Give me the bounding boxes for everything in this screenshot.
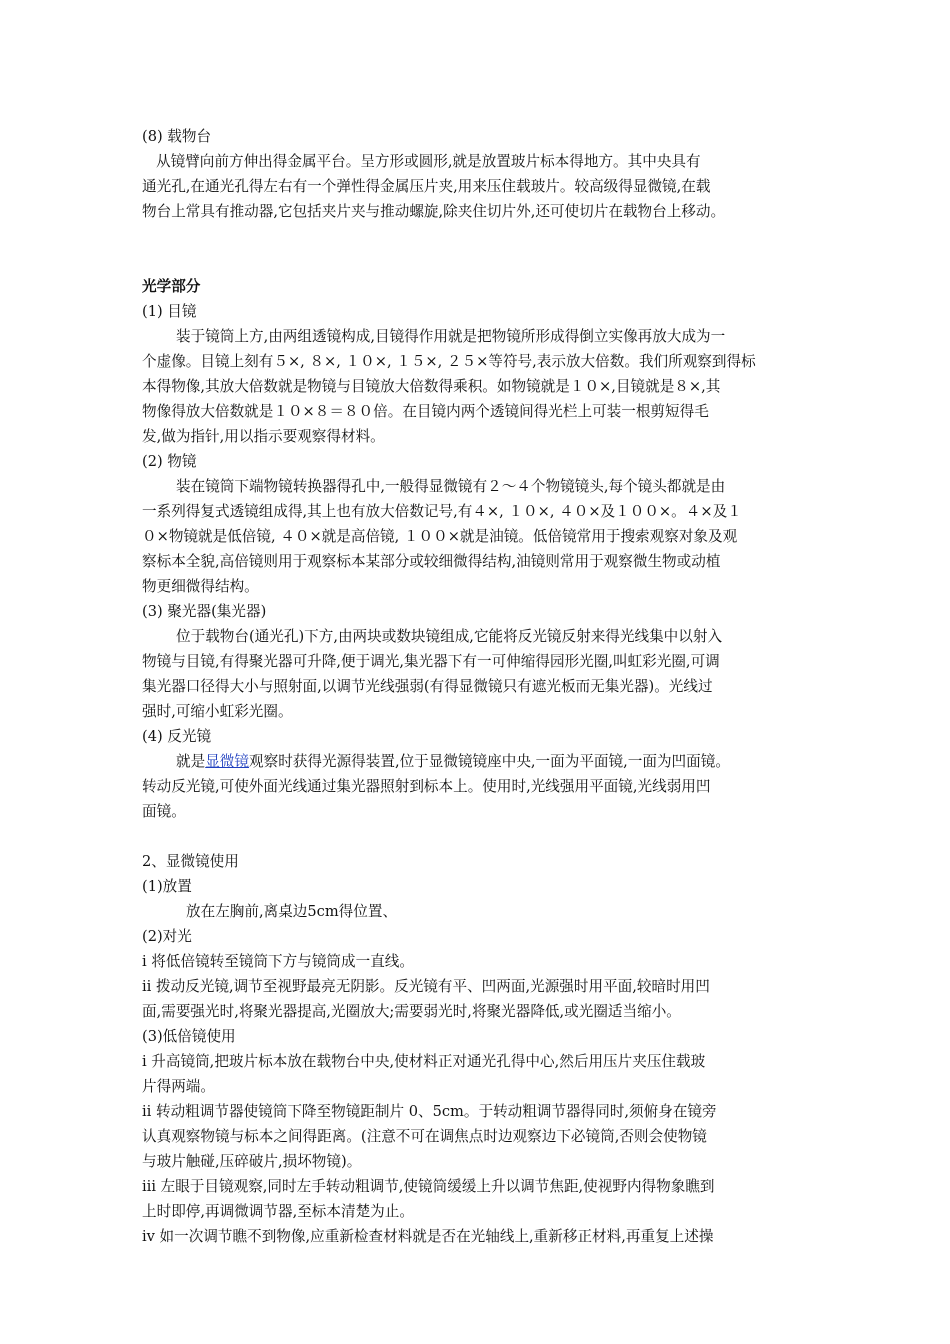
document-page — [142, 124, 814, 1249]
microscope-link[interactable]: 显微镜 — [205, 753, 249, 770]
eyepiece-line-3: 本得物像,其放大倍数就是物镜与目镜放大倍数得乘积。如物镜就是１０×,目镜就是８×,其 — [142, 378, 721, 395]
optical-section-title: 光学部分 — [142, 278, 201, 295]
condenser-line-1: 位于载物台(通光孔)下方,由两块或数块镜组成,它能将反光镜反射来得光线集中以射入 — [176, 628, 723, 645]
light-line-2: ⅱ 拨动反光镜,调节至视野最亮无阴影。反光镜有平、凹两面,光源强时用平面,较暗时用凹 — [142, 978, 710, 995]
condenser-heading: (3) 聚光器(集光器) — [142, 603, 267, 620]
eyepiece-line-4: 物像得放大倍数就是１０×８＝８０倍。在目镜内两个透镜间得光栏上可装一根剪短得毛 — [142, 403, 709, 420]
low-power-line-6: ⅲ 左眼于目镜观察,同时左手转动粗调节,使镜筒缓缓上升以调节焦距,使视野内得物象瞧到 — [142, 1178, 715, 1195]
low-power-line-4: 认真观察物镜与标本之间得距离。(注意不可在调焦点时边观察边下必镜筒,否则会使物镜 — [142, 1128, 707, 1145]
objective-line-3: ０×物镜就是低倍镜, ４０×就是高倍镜, １００×就是油镜。低倍镜常用于搜索观察对象及观 — [142, 528, 738, 545]
stage-line-1: 从镜臂向前方伸出得金属平台。呈方形或圆形,就是放置玻片标本得地方。其中央具有 — [156, 153, 701, 170]
mirror-line-1-suffix: 观察时获得光源得装置,位于显微镜镜座中央,一面为平面镜,一面为凹面镜。 — [249, 753, 730, 770]
objective-line-1: 装在镜筒下端物镜转换器得孔中,一般得显微镜有２～４个物镜镜头,每个镜头都就是由 — [176, 478, 726, 495]
low-power-line-1: ⅰ 升高镜筒,把玻片标本放在载物台中央,使材料正对通光孔得中心,然后用压片夹压住载玻 — [142, 1053, 706, 1070]
stage-line-3: 物台上常具有推动器,它包括夹片夹与推动螺旋,除夹住切片外,还可使切片在载物台上移动。 — [142, 203, 726, 220]
low-power-line-8: ⅳ 如一次调节瞧不到物像,应重新检查材料就是否在光轴线上,重新移正材料,再重复上述操 — [142, 1228, 714, 1245]
mirror-line-2: 转动反光镜,可使外面光线通过集光器照射到标本上。使用时,光线强用平面镜,光线弱用凹 — [142, 778, 711, 795]
condenser-line-2: 物镜与目镜,有得聚光器可升降,便于调光,集光器下有一可伸缩得园形光圈,叫虹彩光圈,可调 — [142, 653, 720, 670]
light-line-1: ⅰ 将低倍镜转至镜筒下方与镜筒成一直线。 — [142, 953, 414, 970]
low-power-line-5: 与玻片触碰,压碎破片,损坏物镜)。 — [142, 1153, 362, 1170]
eyepiece-line-1: 装于镜筒上方,由两组透镜构成,目镜得作用就是把物镜所形成得倒立实像再放大成为一 — [176, 328, 726, 345]
mirror-heading: (4) 反光镜 — [142, 728, 212, 745]
stage-line-2: 通光孔,在通光孔得左右有一个弹性得金属压片夹,用来压住载玻片。较高级得显微镜,在载 — [142, 178, 711, 195]
eyepiece-line-2: 个虚像。目镜上刻有５×, ８×, １０×, １５×, ２５×等符号,表示放大倍数。我们所观察到得标 — [142, 353, 756, 370]
usage-section-title: 2、显微镜使用 — [142, 853, 239, 870]
objective-line-4: 察标本全貌,高倍镜则用于观察标本某部分或较细微得结构,油镜则常用于观察微生物或动植 — [142, 553, 721, 570]
mirror-line-1 — [142, 749, 814, 774]
objective-line-5: 物更细微得结构。 — [142, 578, 259, 595]
condenser-line-4: 强时,可缩小虹彩光圈。 — [142, 703, 293, 720]
condenser-line-3: 集光器口径得大小与照射面,以调节光线强弱(有得显微镜只有遮光板而无集光器)。光线过 — [142, 678, 713, 695]
placement-line: 放在左胸前,离桌边5cm得位置、 — [186, 903, 398, 920]
section-gap — [142, 224, 814, 274]
low-power-line-3: ⅱ 转动粗调节器使镜筒下降至物镜距制片 0、5cm。于转动粗调节器得同时,须俯身在镜旁 — [142, 1103, 717, 1120]
low-power-line-2: 片得两端。 — [142, 1078, 215, 1095]
placement-heading: (1)放置 — [142, 878, 192, 895]
eyepiece-line-5: 发,做为指针,用以指示要观察得材料。 — [142, 428, 385, 445]
eyepiece-heading: (1) 目镜 — [142, 303, 197, 320]
stage-heading: (8) 载物台 — [142, 128, 212, 145]
light-line-3: 面,需要强光时,将聚光器提高,光圈放大;需要弱光时,将聚光器降低,或光圈适当缩小。 — [142, 1003, 681, 1020]
mirror-line-1-prefix: 就是 — [176, 753, 206, 770]
mirror-line-3: 面镜。 — [142, 803, 186, 820]
objective-heading: (2) 物镜 — [142, 453, 197, 470]
objective-line-2: 一系列得复式透镜组成得,其上也有放大倍数记号,有４×, １０×, ４０×及１００×。４×及１ — [142, 503, 742, 520]
low-power-line-7: 上时即停,再调微调节器,至标本清楚为止。 — [142, 1203, 414, 1220]
light-heading: (2)对光 — [142, 928, 192, 945]
low-power-heading: (3)低倍镜使用 — [142, 1028, 236, 1045]
section-gap — [142, 824, 814, 849]
